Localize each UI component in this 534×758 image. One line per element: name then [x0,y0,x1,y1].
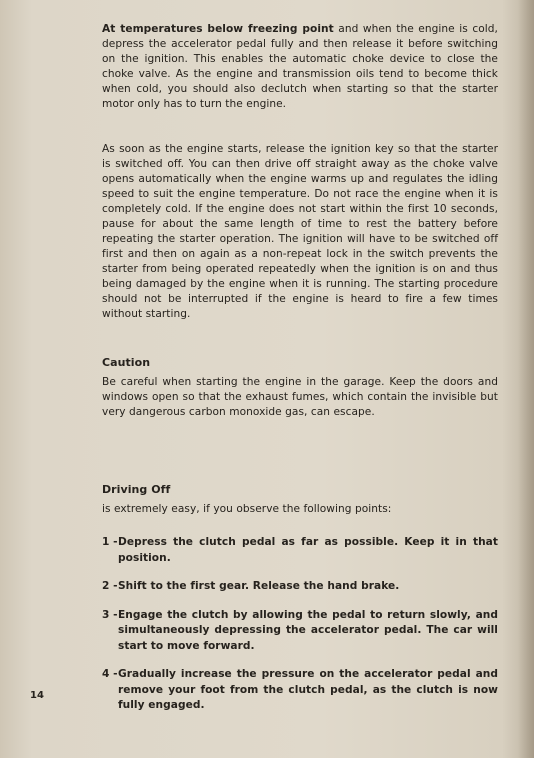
step-number: 3 - [102,608,118,621]
page-content [102,22,498,727]
page-number: 14 [30,690,44,701]
step-number: 4 - [102,668,118,680]
driving-off-section [102,482,498,714]
step-text: Depress the clutch pedal as far as possible. Keep it in that position. [118,536,498,564]
cold-start-lead: At temperatures below freezing point [102,23,334,35]
step-text: Engage the clutch by allowing the pedal to return slowly, and simultaneously depressing the accelerator pedal. The car will start to move forward. [118,608,498,652]
cold-start-text: and when the engine is cold, depress the accelerator pedal fully and then release it before switching on the ignition. This enables the automatic choke device to close the choke valve. As the engine and transmission oils tend to become thick when cold, you should also declutch when starting so that the starter motor only has to turn the engine. [102,23,498,110]
caution-heading: Caution [102,356,151,369]
driving-step [102,667,498,714]
step-number: 1 - [102,536,118,548]
caution-section [102,355,498,420]
driving-step [102,608,498,655]
step-text: Gradually increase the pressure on the accelerator pedal and remove your foot from the clutch pedal, as the clutch is now fully engaged. [118,668,498,711]
driving-off-heading: Driving Off [102,483,171,496]
step-text: Shift to the first gear. Release the hand brake. [118,580,400,592]
cold-start-paragraph [102,22,498,112]
driving-steps-list [102,535,498,714]
engine-start-paragraph: As soon as the engine starts, release the ignition key so that the starter is switched off. You can then drive off straight away as the choke valve opens automatically when the engine warms up and regulates the idling speed to suit the engine temperature. Do not race the engine when it is completely cold. If the engine does not start within the first 10 seconds, pause for about the same length of time to rest the battery before repeating the starter operation. The ignition will have to be switched off first and then on again as a non-repeat lock in the switch prevents the starter from being operated repeatedly when the ignition is on and thus being damaged by the engine when it is running. The starting procedure should not be interrupted if the engine is heard to fire a few times without starting. [102,143,498,320]
page-spine-shadow [518,0,534,758]
caution-text: Be careful when starting the engine in the garage. Keep the doors and windows open so that the exhaust fumes, which contain the invisible but very dangerous carbon monoxide gas, can escape. [102,376,498,418]
driving-off-intro: is extremely easy, if you observe the following points: [102,503,392,515]
step-number: 2 - [102,580,118,592]
driving-step [102,535,498,566]
driving-step [102,579,498,595]
